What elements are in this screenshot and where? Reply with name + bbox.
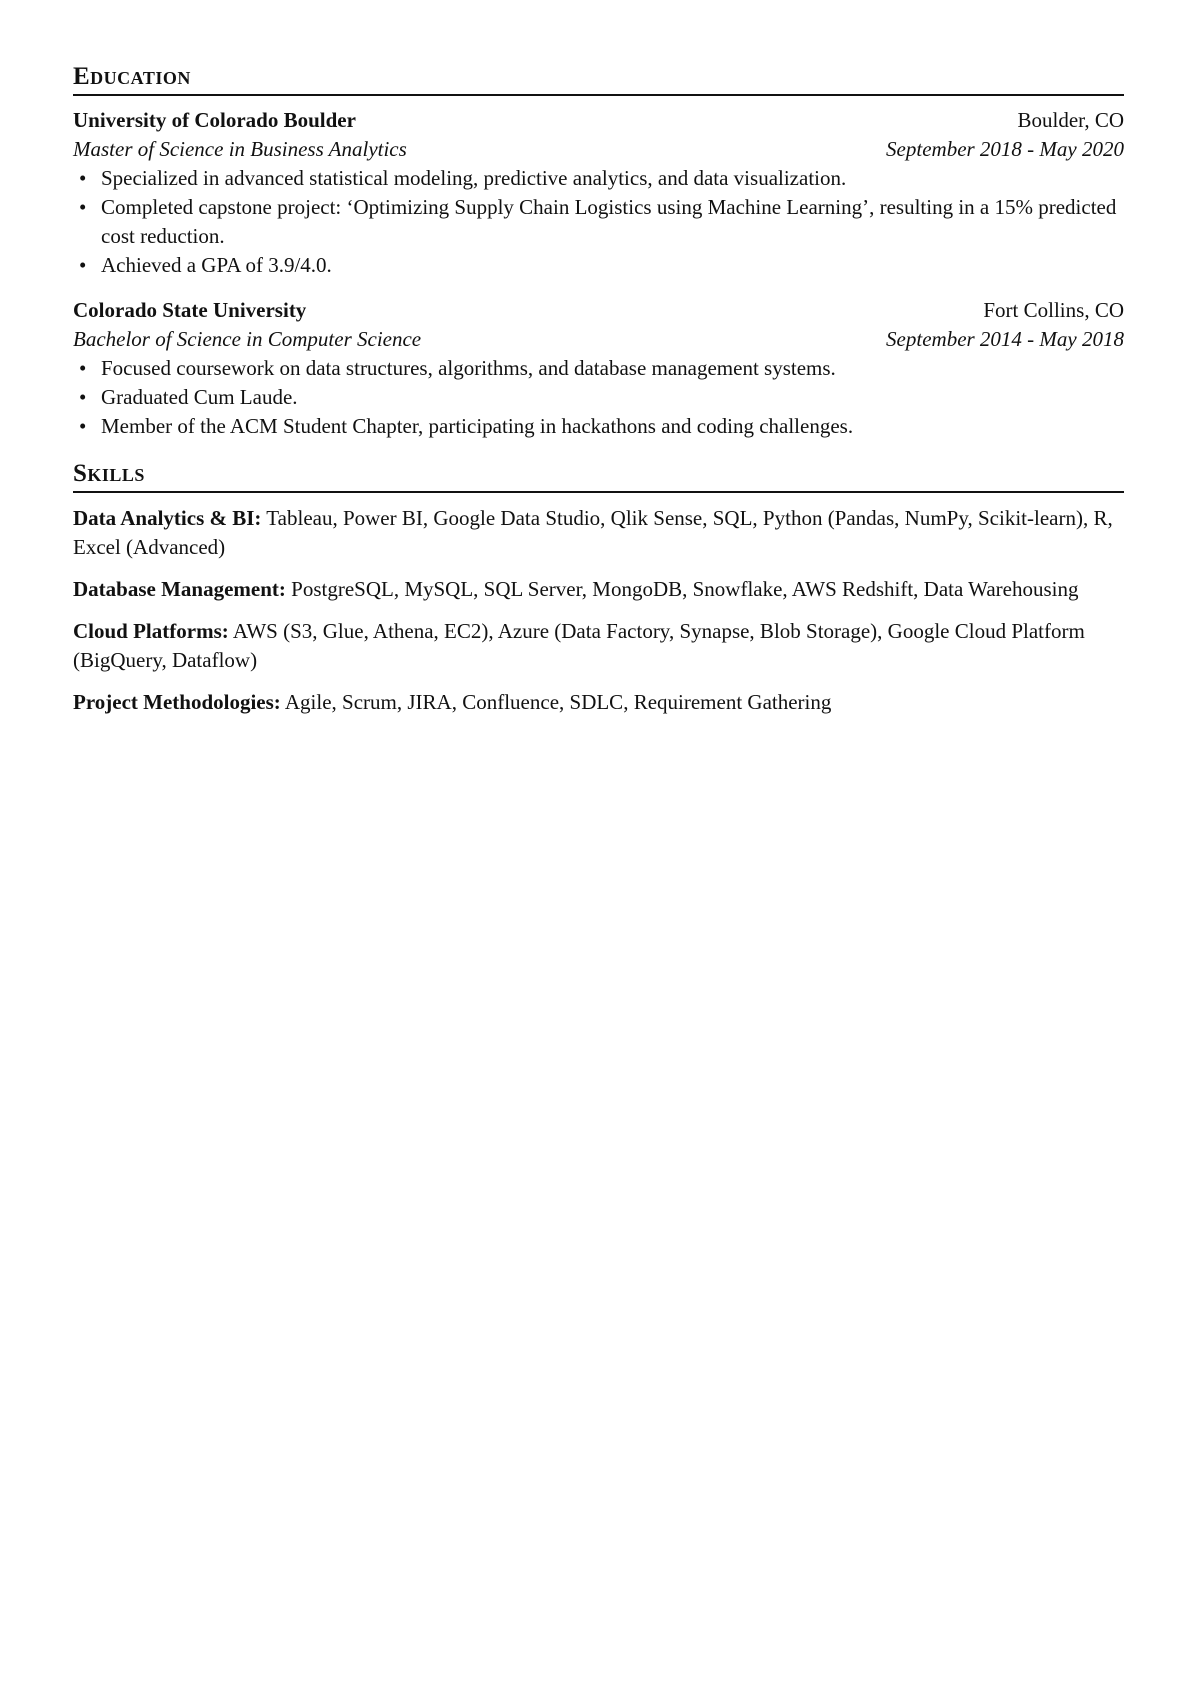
- education-entry-boulder: [73, 106, 1124, 280]
- skill-label: Data Analytics & BI:: [73, 506, 262, 530]
- bullet-item: • Graduated Cum Laude.: [73, 383, 1124, 412]
- resume-page: [73, 62, 1124, 735]
- skill-value: Tableau, Power BI, Google Data Studio, Qlik Sense, SQL, Python (Pandas, NumPy, Scikit-learn), R, Excel (Advanced): [73, 506, 1113, 559]
- skill-label: Cloud Platforms:: [73, 619, 229, 643]
- education-section: [73, 62, 1124, 441]
- degree-dates: September 2014 - May 2018: [886, 327, 1124, 351]
- skill-label: Project Methodologies:: [73, 690, 281, 714]
- bullet-item: • Achieved a GPA of 3.9/4.0.: [73, 251, 1124, 280]
- entry-degree-row: [73, 325, 1124, 354]
- bullet-item: • Specialized in advanced statistical modeling, predictive analytics, and data visualization.: [73, 164, 1124, 193]
- bullet-item: • Completed capstone project: ‘Optimizing Supply Chain Logistics using Machine Learning’, resulting in a 15% predicted cost reduction.: [73, 193, 1124, 251]
- skills-section: [73, 459, 1124, 717]
- bullet-item: • Focused coursework on data structures, algorithms, and database management systems.: [73, 354, 1124, 383]
- skill-row-analytics: [73, 504, 1124, 562]
- entry-degree-row: [73, 135, 1124, 164]
- skill-label: Database Management:: [73, 577, 286, 601]
- skill-value: PostgreSQL, MySQL, SQL Server, MongoDB, Snowflake, AWS Redshift, Data Warehousing: [291, 577, 1079, 601]
- skill-row-methodologies: [73, 688, 1124, 717]
- skill-row-cloud: [73, 617, 1124, 675]
- education-heading: Education: [73, 62, 1124, 96]
- skill-value: Agile, Scrum, JIRA, Confluence, SDLC, Requirement Gathering: [284, 690, 832, 714]
- entry-bullet-list: [73, 164, 1124, 280]
- education-entry-csu: [73, 296, 1124, 441]
- skills-heading: Skills: [73, 459, 1124, 493]
- institution-location: Fort Collins, CO: [983, 298, 1124, 322]
- entry-header-row: [73, 106, 1124, 135]
- institution-name: University of Colorado Boulder: [73, 108, 356, 132]
- bullet-item: • Member of the ACM Student Chapter, participating in hackathons and coding challenges.: [73, 412, 1124, 441]
- entry-header-row: [73, 296, 1124, 325]
- skill-value: AWS (S3, Glue, Athena, EC2), Azure (Data Factory, Synapse, Blob Storage), Google Cloud Platform (BigQuery, Dataflow): [73, 619, 1085, 672]
- degree-name: Bachelor of Science in Computer Science: [73, 327, 422, 351]
- degree-name: Master of Science in Business Analytics: [73, 137, 407, 161]
- degree-dates: September 2018 - May 2020: [886, 137, 1124, 161]
- skill-row-database: [73, 575, 1124, 604]
- institution-name: Colorado State University: [73, 298, 307, 322]
- entry-bullet-list: [73, 354, 1124, 441]
- institution-location: Boulder, CO: [1017, 108, 1124, 132]
